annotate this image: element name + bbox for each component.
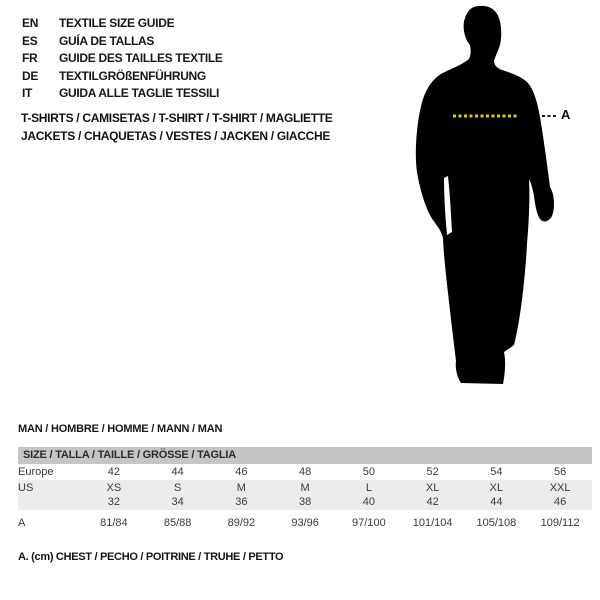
- table-cell: 93/96: [291, 517, 319, 529]
- garment-types: [21, 109, 333, 145]
- table-cell: 81/84: [100, 517, 128, 529]
- table-cell: XXL: [549, 482, 571, 494]
- table-cell: 38: [299, 496, 312, 508]
- language-label: GUÍA DE TALLAS: [59, 33, 155, 48]
- table-cell: 52: [426, 466, 439, 478]
- table-cell: 36: [235, 496, 248, 508]
- man-silhouette: [416, 6, 554, 384]
- table-cell: 40: [362, 496, 375, 508]
- table-cell: 48: [299, 466, 312, 478]
- table-cell: 109/112: [540, 517, 580, 529]
- table-cell: 32: [107, 496, 120, 508]
- table-cell: 46: [554, 496, 567, 508]
- table-cell: 42: [107, 466, 120, 478]
- table-cell: 54: [490, 466, 503, 478]
- table-cell: 56: [554, 466, 567, 478]
- table-cell: 89/92: [227, 517, 256, 529]
- table-cell: 44: [171, 466, 184, 478]
- man-silhouette-figure: [400, 0, 600, 400]
- language-row-es: [22, 33, 223, 51]
- language-label: GUIDE DES TAILLES TEXTILE: [59, 51, 223, 65]
- language-label: TEXTILGRÖßENFÜHRUNG: [59, 68, 206, 83]
- table-cell: M: [300, 482, 310, 494]
- measure-label-a: A: [561, 107, 571, 122]
- language-row-it: [22, 85, 223, 103]
- table-cell: 101/104: [412, 517, 453, 529]
- table-cell: XS: [106, 482, 122, 494]
- language-code: EN: [22, 16, 39, 30]
- garment-line-tshirts: T-SHIRTS / CAMISETAS / T-SHIRT / T-SHIRT / MAGLIETTE: [21, 111, 333, 125]
- table-cell: 42: [426, 496, 439, 508]
- table-cell: XL: [425, 482, 440, 494]
- section-title-man: MAN / HOMBRE / HOMME / MANN / MAN: [18, 423, 223, 435]
- table-cell: M: [236, 482, 246, 494]
- language-row-de: [22, 68, 223, 86]
- language-code: FR: [22, 51, 38, 65]
- table-cell: L: [365, 482, 372, 494]
- table-cell: 34: [171, 496, 184, 508]
- table-cell: 97/100: [352, 517, 386, 529]
- table-stripe-band: [18, 480, 592, 510]
- table-cell: 46: [235, 466, 248, 478]
- language-row-fr: [22, 50, 223, 68]
- language-label: GUIDA ALLE TAGLIE TESSILI: [59, 86, 220, 100]
- table-cell: S: [173, 482, 182, 494]
- table-cell: 105/108: [476, 517, 517, 529]
- language-list: [22, 15, 223, 103]
- table-cell: XL: [489, 482, 504, 494]
- size-table: [18, 447, 592, 530]
- row-label: US: [18, 482, 34, 494]
- language-code: ES: [22, 33, 38, 48]
- table-row-us: [18, 480, 592, 495]
- measure-footnote: A. (cm) CHEST / PECHO / POITRINE / TRUHE / PETTO: [18, 551, 284, 563]
- table-cell: 50: [362, 466, 375, 478]
- table-row-us-numeric: [18, 495, 592, 510]
- language-code: DE: [22, 68, 39, 83]
- language-code: IT: [22, 86, 33, 100]
- language-row-en: [22, 15, 223, 33]
- row-label: A: [18, 517, 26, 529]
- language-label: TEXTILE SIZE GUIDE: [59, 16, 175, 30]
- size-table-header: SIZE / TALLA / TAILLE / GRÖSSE / TAGLIA: [18, 447, 592, 464]
- table-cell: 44: [490, 496, 503, 508]
- garment-line-jackets: JACKETS / CHAQUETAS / VESTES / JACKEN / GIACCHE: [21, 129, 331, 143]
- table-row-chest: [18, 510, 592, 530]
- row-label: [18, 495, 82, 510]
- table-cell: 85/88: [163, 517, 192, 529]
- table-row-europe: [18, 464, 592, 480]
- row-label: Europe: [18, 466, 54, 478]
